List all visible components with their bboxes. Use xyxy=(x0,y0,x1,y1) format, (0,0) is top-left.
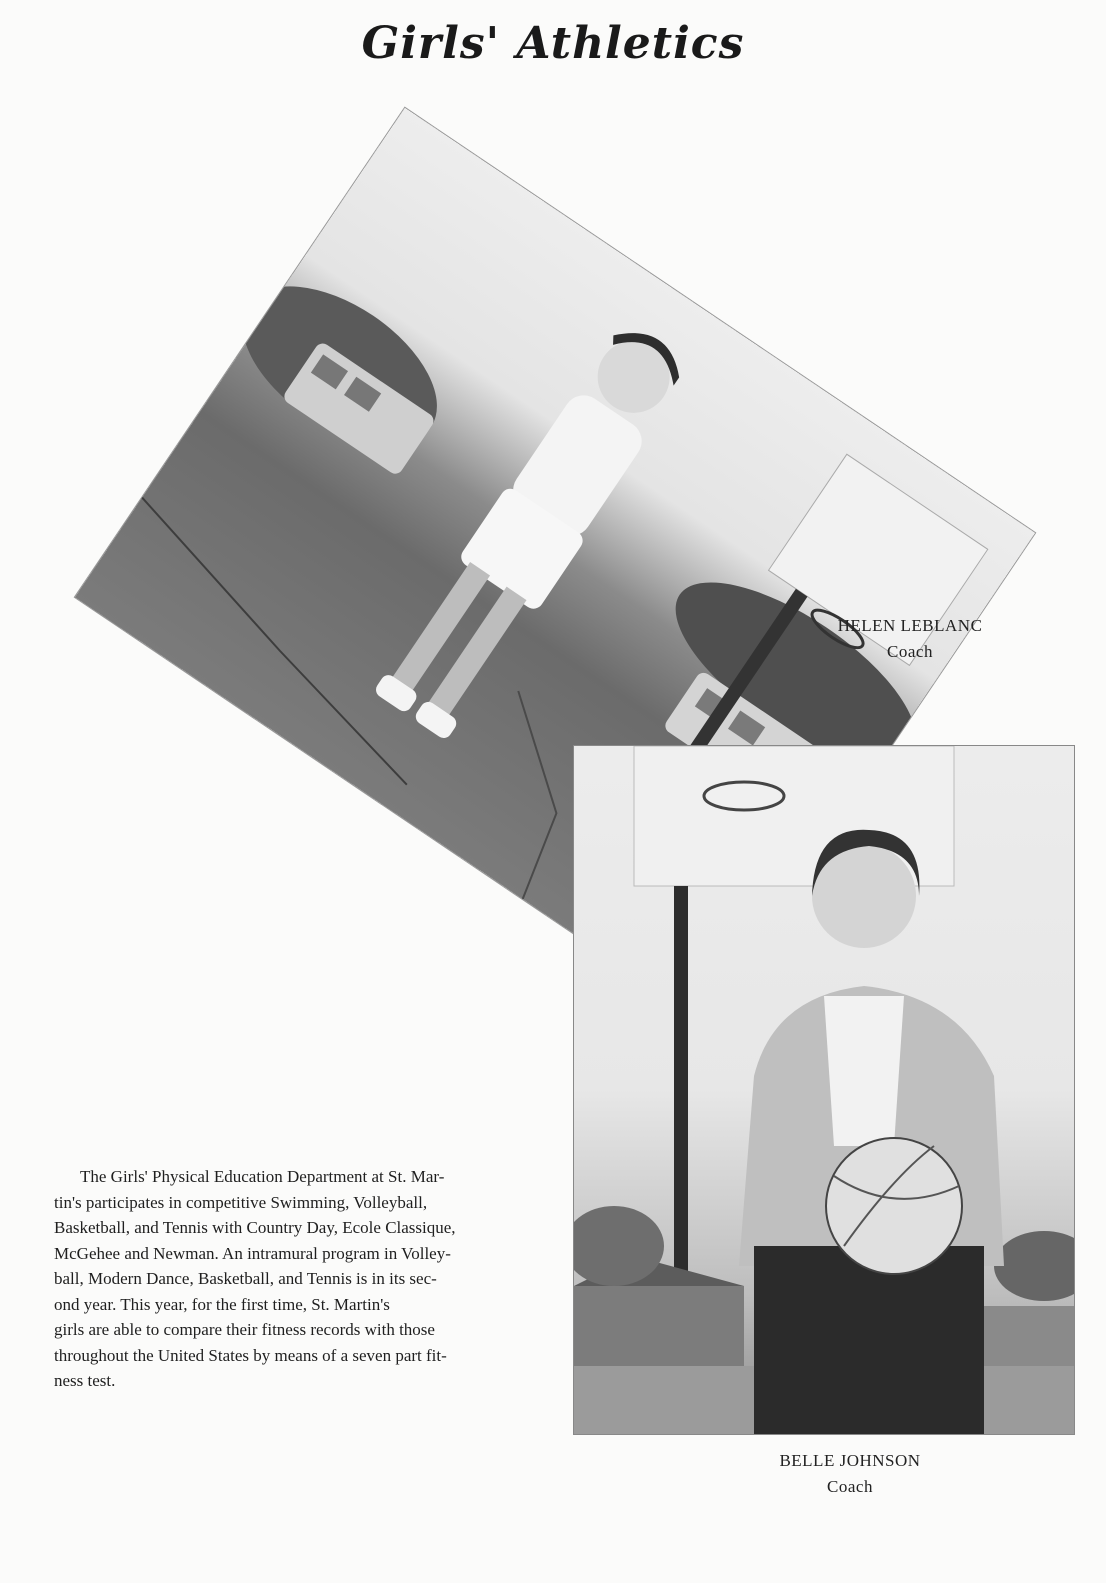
paragraph-line: ness test. xyxy=(54,1371,116,1390)
caption-name: HELEN LEBLANC xyxy=(837,616,983,635)
photo-belle-johnson xyxy=(574,746,1074,1434)
photo-belle-drawing xyxy=(574,746,1074,1434)
description-paragraph xyxy=(54,1164,534,1394)
caption-belle-johnson xyxy=(740,1448,960,1500)
paragraph-line: throughout the United States by means of a seven part fit- xyxy=(54,1345,447,1365)
caption-name: BELLE JOHNSON xyxy=(779,1451,921,1470)
paragraph-line: The Girls' Physical Education Department at St. Mar- xyxy=(80,1167,445,1186)
paragraph-line: McGehee and Newman. An intramural program in Volley- xyxy=(54,1243,451,1263)
caption-role: Coach xyxy=(827,1477,873,1496)
caption-role: Coach xyxy=(887,642,933,661)
paragraph-line: ond year. This year, for the first time, St. Martin's xyxy=(54,1294,390,1314)
page-title: Girls' Athletics xyxy=(361,18,745,69)
paragraph-line: tin's participates in competitive Swimming, Volleyball, xyxy=(54,1192,428,1212)
caption-helen-leblanc xyxy=(800,613,1020,665)
paragraph-line: girls are able to compare their fitness records with those xyxy=(54,1320,435,1339)
paragraph-line: Basketball, and Tennis with Country Day, Ecole Classique, xyxy=(54,1218,456,1237)
paragraph-line: ball, Modern Dance, Basketball, and Tennis is in its sec- xyxy=(54,1269,437,1288)
